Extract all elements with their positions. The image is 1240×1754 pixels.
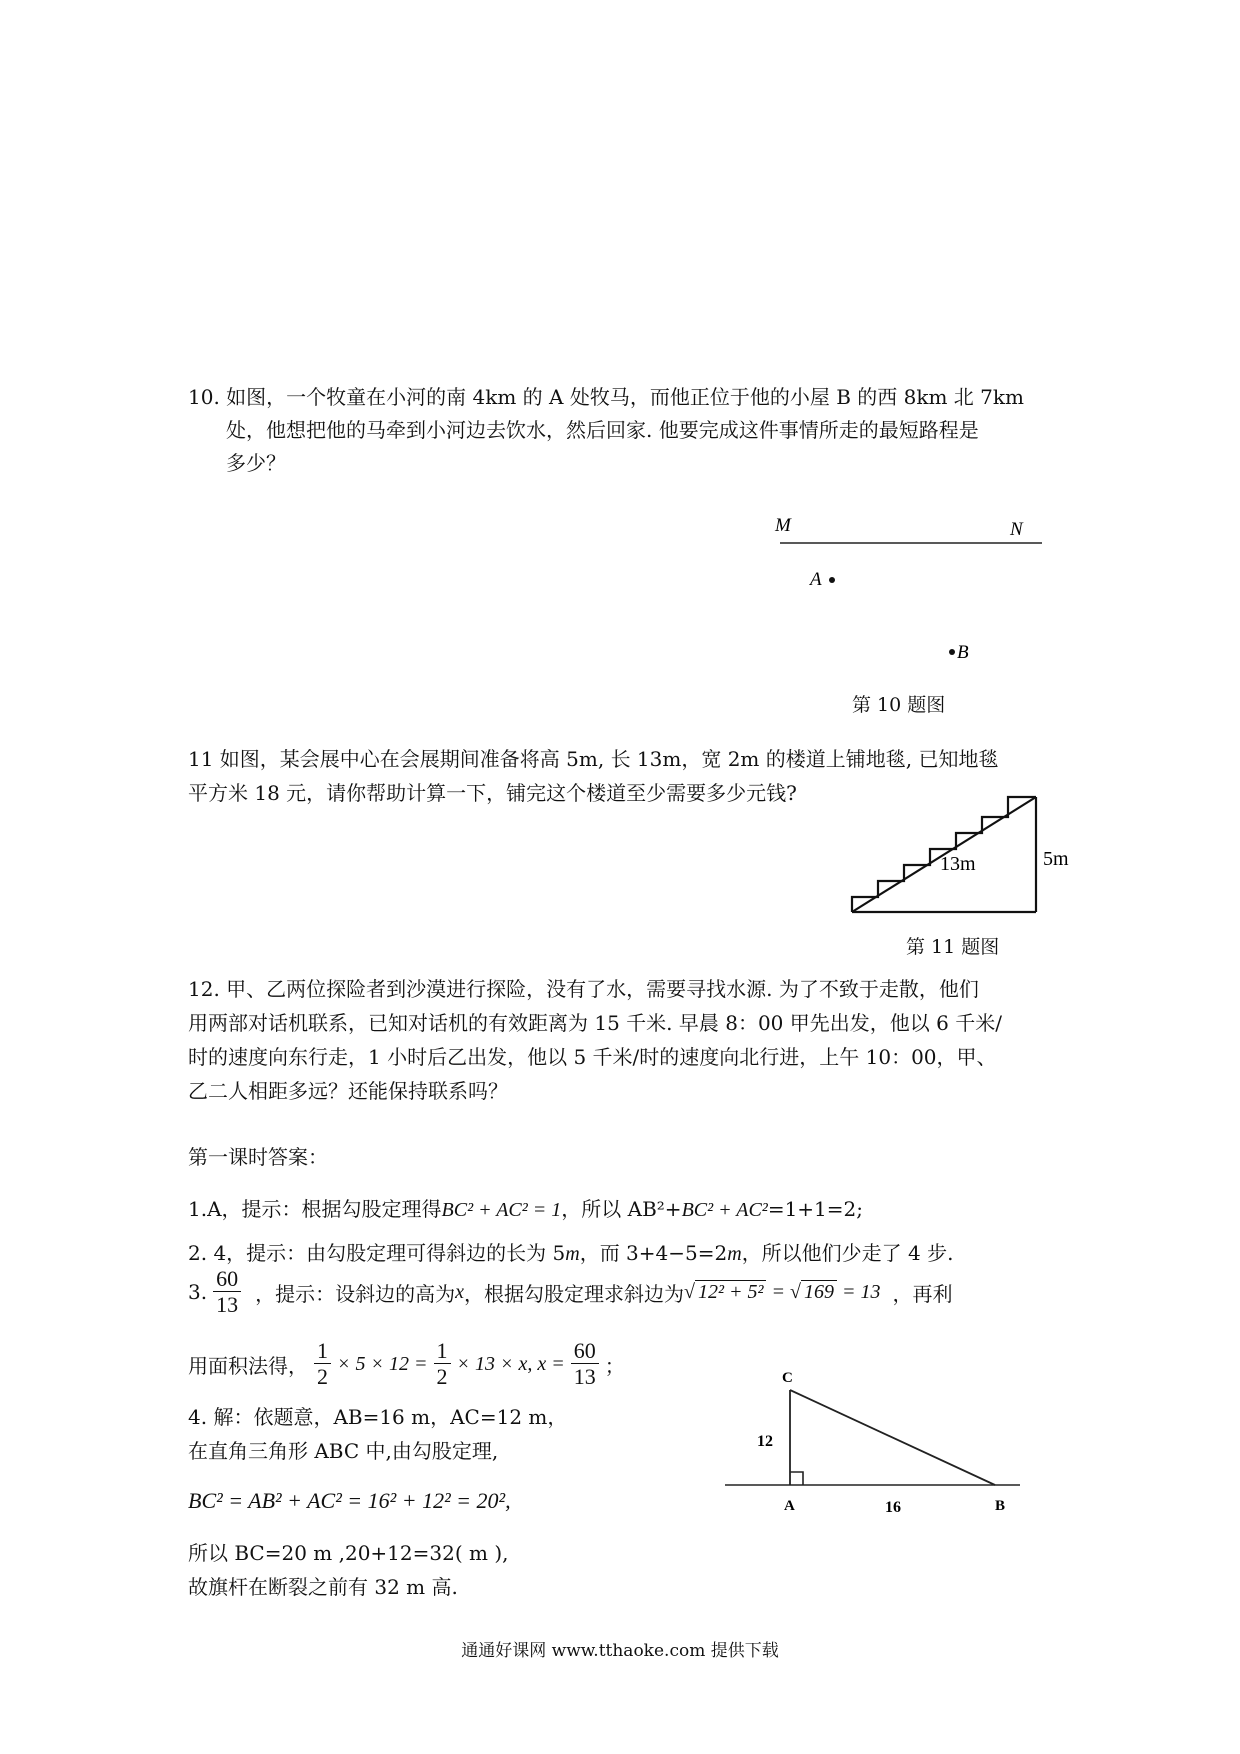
a1-suffix: =1+1=2;: [767, 1197, 863, 1221]
a4-triangle-figure: [710, 1360, 1030, 1535]
q12-line-1: 12. 甲、乙两位探险者到沙漠进行探险，没有了水，需要寻找水源. 为了不致于走散，他们: [188, 977, 979, 1001]
a3-frac-denominator: 13: [216, 1291, 239, 1317]
a3-text-1: ，提示：设斜边的高为: [255, 1281, 456, 1306]
result-denominator: 13: [573, 1363, 596, 1389]
label-a: A: [784, 1498, 795, 1514]
a3-sqrt-2: 169: [801, 1280, 837, 1304]
q12-line-3: 时的速度向东行走，1 小时后乙出发，他以 5 千米/时的速度向北行进，上午 10：00，甲、: [188, 1045, 997, 1069]
a4-line-4: 所以 BC=20 m ,20+12=32( m ),: [188, 1541, 509, 1565]
label-c: C: [782, 1370, 793, 1386]
half-numerator: 1: [314, 1339, 331, 1364]
half-denominator: 2: [317, 1363, 328, 1389]
answer-3-line-2: [188, 1334, 625, 1394]
answer-3-line-1: [188, 1262, 952, 1322]
q11-caption: 第 11 题图: [906, 936, 1000, 958]
label-16: 16: [885, 1499, 901, 1516]
answers-heading: 第一课时答案：: [188, 1145, 328, 1169]
q11-staircase-figure: [840, 785, 1080, 920]
q11-line-1: 11 如图，某会展中心在会展期间准备将高 5m, 长 13m，宽 2m 的楼道上铺地毯, 已知地毯: [188, 747, 999, 771]
q10-line-3: 多少？: [226, 451, 286, 475]
sqrt-icon-2: √: [789, 1280, 801, 1303]
a3-part-1: × 5 × 12 =: [337, 1352, 428, 1375]
a2-unit: m: [565, 1243, 580, 1265]
a3-end: ；: [604, 1353, 625, 1378]
point-a: [829, 577, 835, 583]
a3-eq-2: = 13: [836, 1280, 881, 1303]
a2-prefix: 2. 4，提示：由勾股定理可得斜边的长为 5: [188, 1241, 566, 1265]
a1-formula: BC² + AC² = 1: [441, 1199, 562, 1221]
result-numerator: 60: [571, 1339, 599, 1364]
a3-half-1: [314, 1339, 331, 1390]
a1-prefix: 1.A，提示：根据勾股定理得: [188, 1197, 442, 1221]
right-angle-mark: [790, 1472, 803, 1485]
q11-line-2: 平方米 18 元，请你帮助计算一下，铺完这个楼道至少需要多少元钱?: [188, 781, 797, 805]
label-b: B: [995, 1498, 1006, 1514]
a2-mid: ，而 3+4−5=2: [579, 1241, 728, 1265]
a4-line-5: 故旗杆在断裂之前有 32 m 高.: [188, 1575, 458, 1599]
side-bc: [790, 1390, 995, 1485]
q10-line-2: 处，他想把他的马牵到小河边去饮水，然后回家. 他要完成这件事情所走的最短路程是: [226, 418, 979, 442]
a2-suffix: ，所以他们少走了 4 步.: [741, 1241, 954, 1265]
point-b: [949, 649, 955, 655]
a3-result: [571, 1339, 599, 1390]
a3-half-2: [434, 1339, 451, 1390]
a2-unit-2: m: [727, 1243, 742, 1265]
a3-number: 3.: [188, 1280, 208, 1304]
a3-eq: =: [766, 1280, 790, 1303]
q12-line-4: 乙二人相距多远？还能保持联系吗？: [188, 1079, 508, 1103]
a1-formula-2: BC² + AC²: [681, 1199, 768, 1221]
a3-frac-numerator: 60: [213, 1267, 241, 1292]
label-b: B: [957, 642, 969, 663]
a3-part-2: × 13 × x, x =: [456, 1352, 565, 1375]
sqrt-icon: √: [683, 1280, 695, 1303]
a3-line2-prefix: 用面积法得，: [188, 1353, 308, 1378]
label-a: A: [810, 569, 822, 590]
label-n: N: [1010, 519, 1023, 540]
a4-formula: BC² = AB² + AC² = 16² + 12² = 20²,: [188, 1488, 511, 1513]
a1-mid: ，所以 AB²+: [561, 1197, 682, 1221]
a3-text-2: ，根据勾股定理求斜边为: [463, 1281, 684, 1306]
half-denominator-2: 2: [436, 1363, 448, 1389]
a3-var: x: [455, 1280, 464, 1303]
q10-caption: 第 10 题图: [852, 694, 946, 716]
hyp-label: 13m: [940, 853, 976, 875]
height-label: 5m: [1043, 848, 1069, 870]
a3-sqrt-inner: 12² + 5²: [695, 1280, 767, 1304]
label-12: 12: [757, 1433, 773, 1450]
q10-line-1: 10. 如图，一个牧童在小河的南 4km 的 A 处牧马，而他正位于他的小屋 B 的西 8km 北 7km: [188, 385, 1024, 409]
a4-line-1: 4. 解：依题意，AB=16 m，AC=12 m，: [188, 1405, 568, 1429]
q12-line-2: 用两部对话机联系，已知对话机的有效距离为 15 千米. 早晨 8：00 甲先出发，他以 6 千米/: [188, 1011, 1002, 1035]
a3-text-3: ，再利: [892, 1281, 953, 1306]
a4-line-2: 在直角三角形 ABC 中,由勾股定理,: [188, 1439, 499, 1463]
label-m: M: [775, 515, 791, 536]
half-numerator-2: 1: [434, 1339, 451, 1364]
footer: 通通好课网 www.tthaoke.com 提供下载: [461, 1641, 779, 1661]
a3-fraction: [213, 1267, 241, 1318]
q10-figure: [770, 505, 1070, 675]
answer-1: [188, 1192, 863, 1227]
